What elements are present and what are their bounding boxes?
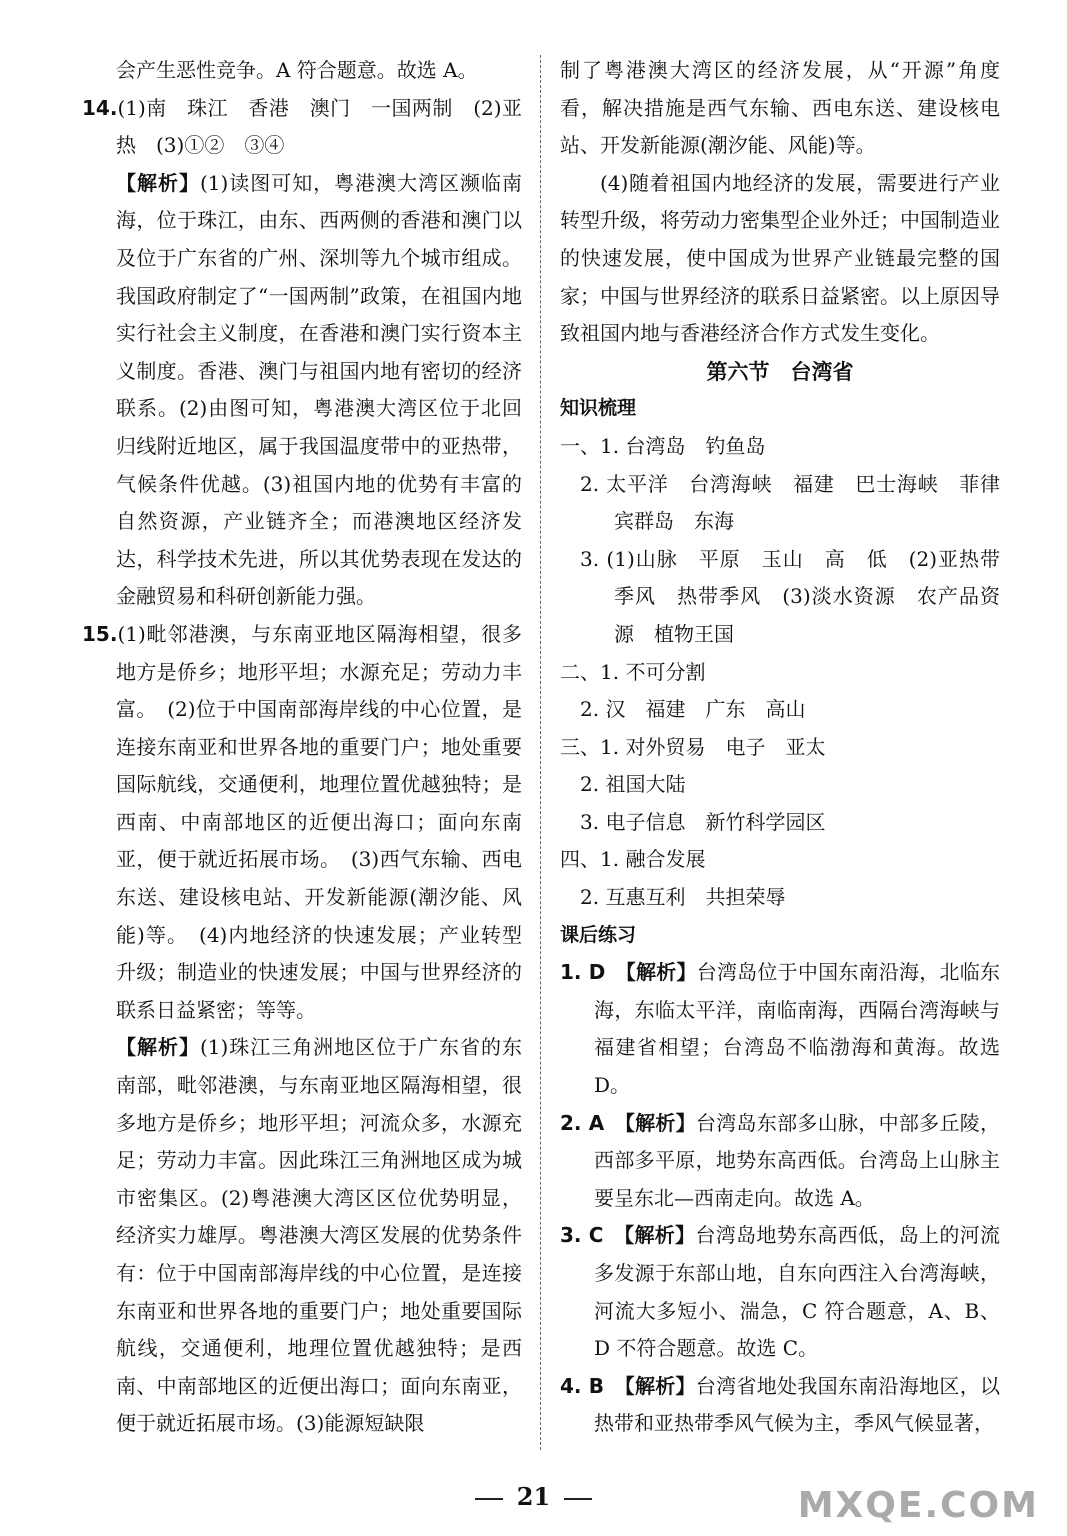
question-14-analysis xyxy=(82,165,522,616)
question-15-analysis xyxy=(82,1029,522,1443)
knowledge-item: 一、1. 台湾岛 钓鱼岛 xyxy=(560,433,766,458)
analysis-text: 台湾岛位于中国东南沿海，北临东海，东临太平洋，南临南海，西隔台湾海峡与福建省相望；台湾岛不临渤海和黄海。故选 D。 xyxy=(594,960,1000,1098)
analysis-tag: 【解析】 xyxy=(625,960,697,985)
question-15-answer xyxy=(82,616,522,1030)
knowledge-item: 2. 祖国大陆 xyxy=(580,772,686,797)
knowledge-item: 2. 太平洋 台湾海峡 福建 巴士海峡 菲律宾群岛 东海 xyxy=(580,471,1000,534)
knowledge-item: 2. 汉 福建 广东 高山 xyxy=(580,697,806,722)
analysis-text: 台湾岛地势东高西低，岛上的河流多发源于东部山地，自东向西注入台湾海峡，河流大多短小、湍急，C 符合题意，A、B、D 不符合题意。故选 C。 xyxy=(594,1223,1001,1361)
continued-text: (4)随着祖国内地经济的发展，需要进行产业转型升级，将劳动力密集型企业外迁；中国制造业的快速发展，使中国成为世界产业链最完整的国家；中国与世界经济的联系日益紧密。以上原因导致祖国内地与香港经济合作方式发生变化。 xyxy=(560,170,1000,346)
knowledge-heading: 知识梳理 xyxy=(560,397,637,420)
answer-key: 3. C xyxy=(560,1223,604,1248)
answer-text: (1)毗邻港澳，与东南亚地区隔海相望，很多地方是侨乡；地形平坦；水源充足；劳动力丰富。 (2)位于中国南部海岸线的中心位置，是连接东南亚和世界各地的重要门户；地处重要国际航线，交通便利，地理位置优越独特；是西南、中南部地区的近便出海口；面向东南亚，便于就近拓展市场。 (3)西气东输、西电东送、建设核电站、开发新能源(潮汐能、风能)等。 (4)内地经济的快速发展；产业转型升级；制造业的快速发展；中国与世界经济的联系日益紧密；等等。 xyxy=(116,621,522,1022)
section-title: 第六节 台湾省 xyxy=(706,358,854,384)
knowledge-item: 3. 电子信息 新竹科学园区 xyxy=(580,809,826,834)
footer-dash xyxy=(564,1498,592,1500)
analysis-tag: 【解析】 xyxy=(116,1035,200,1060)
exercise-item xyxy=(560,1217,1000,1367)
page-number: 21 xyxy=(516,1482,551,1511)
analysis-tag: 【解析】 xyxy=(116,170,200,195)
column-divider xyxy=(540,55,541,1450)
answer-key: 1. D xyxy=(560,960,606,985)
analysis-text: 台湾省地处我国东南沿海地区，以热带和亚热带季风气候为主，季风气候显著， xyxy=(594,1373,1001,1436)
analysis-text: 台湾岛东部多山脉，中部多丘陵，西部多平原，地势东高西低。台湾岛上山脉主要呈东北—西南走向。故选 A。 xyxy=(594,1110,1001,1210)
analysis-tag: 【解析】 xyxy=(624,1373,696,1398)
analysis-tag: 【解析】 xyxy=(624,1110,696,1135)
answer-text: (1)南 珠江 香港 澳门 一国两制 (2)亚热 (3)①② ③④ xyxy=(116,95,522,158)
knowledge-item: 二、1. 不可分割 xyxy=(560,659,706,684)
question-number: 15. xyxy=(82,621,118,646)
exercise-item xyxy=(560,954,1000,1104)
continued-text: 制了粤港澳大湾区的经济发展，从“开源”角度看，解决措施是西气东输、西电东送、建设核电站、开发新能源(潮汐能、风能)等。 xyxy=(560,58,1000,158)
exercise-item xyxy=(560,1368,1000,1443)
right-column xyxy=(560,52,1000,1443)
analysis-text: (1)读图可知，粤港澳大湾区濒临南海，位于珠江，由东、西两侧的香港和澳门以及位于广东省的广州、深圳等九个城市组成。我国政府制定了“一国两制”政策，在祖国内地实行社会主义制度，在香港和澳门实行资本主义制度。香港、澳门与祖国内地有密切的经济联系。(2)由图可知，粤港澳大湾区位于北回归线附近地区，属于我国温度带中的亚热带，气候条件优越。(3)祖国内地的优势有丰富的自然资源，产业链齐全；而港澳地区经济发达，科学技术先进，所以其优势表现在发达的金融贸易和科研创新能力强。 xyxy=(116,170,523,609)
exercise-item xyxy=(560,1105,1000,1218)
question-number: 14. xyxy=(82,95,118,120)
answer-key: 2. A xyxy=(560,1110,605,1135)
knowledge-item: 3. (1)山脉 平原 玉山 高 低 (2)亚热带季风 热带季风 (3)淡水资源 农产品资源 植物王国 xyxy=(580,546,1000,646)
question-14-answer xyxy=(82,90,522,165)
knowledge-item: 2. 互惠互利 共担荣辱 xyxy=(580,885,786,910)
analysis-tag: 【解析】 xyxy=(624,1223,696,1248)
analysis-text: (1)珠江三角洲地区位于广东省的东南部，毗邻港澳，与东南亚地区隔海相望，很多地方是侨乡；地形平坦；河流众多，水源充足；劳动力丰富。因此珠江三角洲地区成为城市密集区。(2)粤港澳大湾区区位优势明显，经济实力雄厚。粤港澳大湾区发展的优势条件有：位于中国南部海岸线的中心位置，是连接东南亚和世界各地的重要门户；地处重要国际航线，交通便利，地理位置优越独特；是西南、中南部地区的近便出海口；面向东南亚，便于就近拓展市场。(3)能源短缺限 xyxy=(116,1035,523,1436)
text-line: 会产生恶性竞争。A 符合题意。故选 A。 xyxy=(116,58,478,82)
knowledge-item: 四、1. 融合发展 xyxy=(560,847,706,872)
exercise-heading: 课后练习 xyxy=(560,923,637,946)
knowledge-item: 三、1. 对外贸易 电子 亚太 xyxy=(560,734,826,759)
answer-key: 4. B xyxy=(560,1373,605,1398)
footer-dash xyxy=(475,1498,503,1500)
left-column xyxy=(82,52,522,1443)
watermark-logo: MXQE.COM xyxy=(797,1485,1039,1526)
